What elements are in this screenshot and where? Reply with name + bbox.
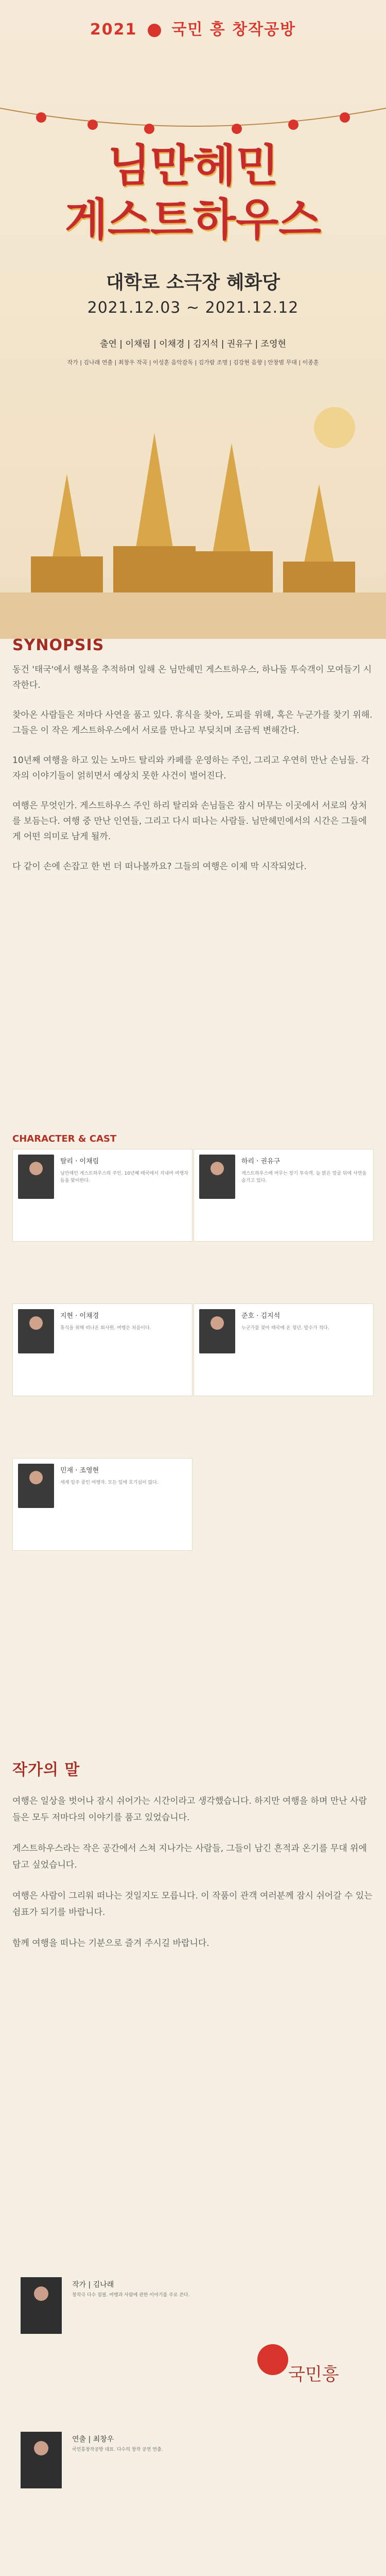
cast-photo	[18, 1155, 54, 1199]
cast-desc: 게스트하우스에 머무는 장기 투숙객. 늘 밝은 얼굴 뒤에 사연을 숨기고 있다.	[241, 1171, 367, 1183]
cast-photo	[18, 1464, 54, 1508]
venue-subtitle: 대학로 소극장 혜화당	[106, 272, 280, 293]
staff-card	[21, 2432, 196, 2519]
synopsis-paragraph: 다 같이 손에 손잡고 한 번 더 떠나볼까요? 그들의 여행은 이제 막 시작되었다.	[12, 861, 307, 872]
cast-desc: 누군가를 찾아 태국에 온 청년. 말수가 적다.	[241, 1326, 329, 1331]
cast-name: 민재 · 조영현	[60, 1467, 99, 1475]
staff-photo	[21, 2277, 62, 2334]
synopsis-paragraph: 찾아온 사람들은 저마다 사연을 품고 있다. 휴식을 찾아, 도피를 위해, 혹은 누군가를 찾기 위해. 그들은 이 작은 게스트하우스에서 서로를 만나고 부딪치며 조금씩 변해간다.	[12, 710, 373, 736]
cast-card	[194, 1303, 374, 1396]
poster-title	[0, 139, 386, 247]
title-line-1: 님만헤민	[107, 140, 279, 192]
temple-skyline-illustration	[0, 371, 386, 639]
cast-card	[194, 1149, 374, 1242]
cast-desc: 휴식을 위해 떠나온 회사원. 여행은 처음이다.	[60, 1326, 151, 1331]
cast-photo	[199, 1309, 235, 1353]
cast-photo	[18, 1309, 54, 1353]
cast-desc: 님만헤민 게스트하우스의 주인. 10년째 태국에서 지내며 여행자들을 맞이한다.	[60, 1171, 188, 1183]
cast-desc: 세계 일주 중인 여행자. 모든 일에 호기심이 많다.	[60, 1480, 159, 1485]
synopsis-title: SYNOPSIS	[12, 636, 104, 654]
note-paragraph: 여행은 사람이 그리워 떠나는 것일지도 모릅니다. 이 작품이 관객 여러분께 잠시 쉬어갈 수 있는 쉼표가 되기를 바랍니다.	[12, 1891, 373, 1918]
writer-note-body	[12, 1793, 374, 1966]
staff-credit-line: 작가 | 김나래 연출 | 최창우 작곡 | 이성훈 음악감독 | 김가람 조명 | 김강현 음향 | 안창범 무대 | 이종훈	[67, 359, 319, 366]
staff-name: 작가 | 김나래	[72, 2281, 114, 2289]
cast-name: 준호 · 김지석	[241, 1312, 280, 1320]
title-line-2: 게스트하우스	[64, 194, 322, 246]
staff-photo	[21, 2432, 62, 2488]
note-paragraph: 함께 여행을 떠나는 기분으로 즐겨 주시길 바랍니다.	[12, 1938, 209, 1948]
staff-desc: 국민흥창작공방 대표. 다수의 창작 공연 연출.	[72, 2447, 163, 2452]
brand-header	[0, 16, 386, 39]
writer-note-title: 작가의 말	[12, 1761, 80, 1779]
cast-photo	[199, 1155, 235, 1199]
brand-company: 국민 흥 창작공방	[171, 21, 296, 39]
staff-card	[21, 2277, 196, 2365]
brand-dot-icon	[148, 24, 161, 37]
note-paragraph: 여행은 일상을 벗어나 잠시 쉬어가는 시간이라고 생각했습니다. 하지만 여행을 하며 만난 사람들은 모두 저마다의 이야기를 품고 있었습니다.	[12, 1796, 367, 1823]
cast-card	[12, 1303, 192, 1396]
cast-section-title: CHARACTER & CAST	[12, 1133, 117, 1144]
cast-card	[12, 1458, 192, 1551]
brand-year: 2021	[90, 21, 137, 39]
logo-text: 국민흥	[288, 2364, 339, 2385]
synopsis-paragraph: 동건 '태국'에서 행복을 추적하며 일해 온 님만헤민 게스트하우스, 하나둘 투숙객이 모여들기 시작한다.	[12, 665, 372, 690]
synopsis-paragraph: 10년째 여행을 하고 있는 노마드 탈리와 카페를 운영하는 주인, 그리고 우연히 만난 손님들. 각자의 이야기들이 얽히면서 예상치 못한 사건이 벌어진다.	[12, 755, 370, 781]
company-logo	[252, 2339, 345, 2401]
cast-name: 지현 · 이채경	[60, 1312, 99, 1320]
note-paragraph: 게스트하우스라는 작은 공간에서 스쳐 지나가는 사람들, 그들이 남긴 흔적과 온기를 무대 위에 담고 싶었습니다.	[12, 1843, 367, 1870]
synopsis-body	[12, 662, 374, 889]
cast-credit-line: 출연 | 이채림 | 이채경 | 김지석 | 권유구 | 조영현	[100, 339, 286, 349]
cast-name: 탈리 · 이채림	[60, 1158, 99, 1165]
staff-name: 연출 | 최창우	[72, 2435, 114, 2444]
staff-desc: 창작극 다수 집필. 여행과 사람에 관한 이야기를 주로 쓴다.	[72, 2293, 190, 2298]
credits-block	[0, 335, 386, 372]
cast-card	[12, 1149, 192, 1242]
hero-section	[0, 0, 386, 634]
synopsis-paragraph: 여행은 무엇인가. 게스트하우스 주인 하리 탈리와 손님들은 잠시 머무는 이곳에서 서로의 상처를 보듬는다. 여행 중 만난 인연들, 그리고 다시 떠나는 사람들. 님만헤민에서의 시간은 그들에게 어떤 의미로 남게 될까.	[12, 801, 367, 842]
cast-name: 하리 · 권유구	[241, 1158, 280, 1165]
performance-dates: 2021.12.03 ~ 2021.12.12	[87, 299, 299, 317]
